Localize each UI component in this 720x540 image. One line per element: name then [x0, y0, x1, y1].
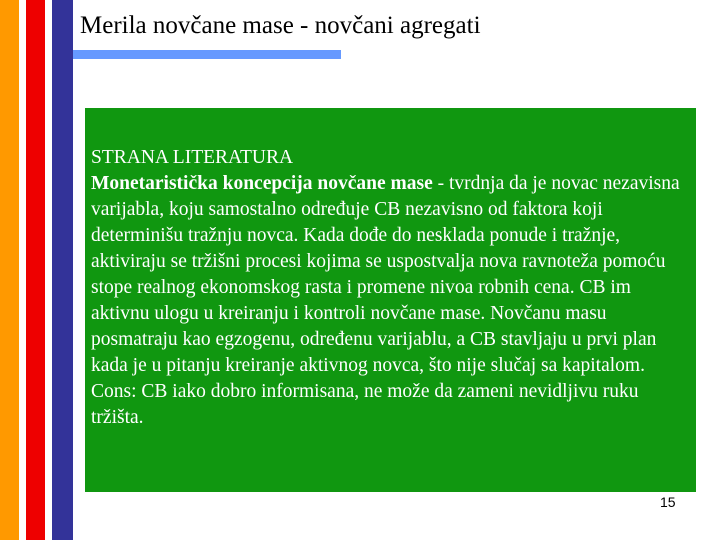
decor-stripe-gap: [19, 0, 26, 540]
slide-title: Merila novčane mase - novčani agregati: [80, 12, 481, 39]
page-number: 15: [660, 494, 676, 510]
concept-text: - tvrdnja da je novac nezavisna varijabla, koju samostalno određuje CB nezavisno od faktora koji determinišu tražnju novca. Kada dođe do nesklada ponude i tražnje, aktiviraju se tržišni procesi kojima se uspostvalja nova ravnoteža pomoću stope realnog ekonomskog rasta i promene nivoa robnih cena. CB im aktivnu ulogu u kreiranju i kontroli novčane mase. Novčanu masu posmatraju kao egzogenu, određenu varijablu, a CB stavljaju u prvi plan kada je u pitanju kreiranje aktivnog novca, što nije slučaj sa kapitalom.: [91, 173, 680, 376]
content-heading: STRANA LITERATURA: [91, 147, 294, 168]
concept-paragraph: [91, 171, 688, 379]
concept-name: Monetaristička koncepcija novčane mase: [91, 173, 433, 194]
content-panel: [85, 108, 696, 492]
decor-stripe-orange: [0, 0, 19, 540]
decor-stripe-red: [26, 0, 45, 540]
decor-stripe-gap: [45, 0, 52, 540]
title-underline-bar: [73, 50, 341, 59]
cons-paragraph: Cons: CB iako dobro informisana, ne može da zameni nevidljivu ruku tržišta.: [91, 381, 639, 428]
decor-stripe-navy: [52, 0, 73, 540]
